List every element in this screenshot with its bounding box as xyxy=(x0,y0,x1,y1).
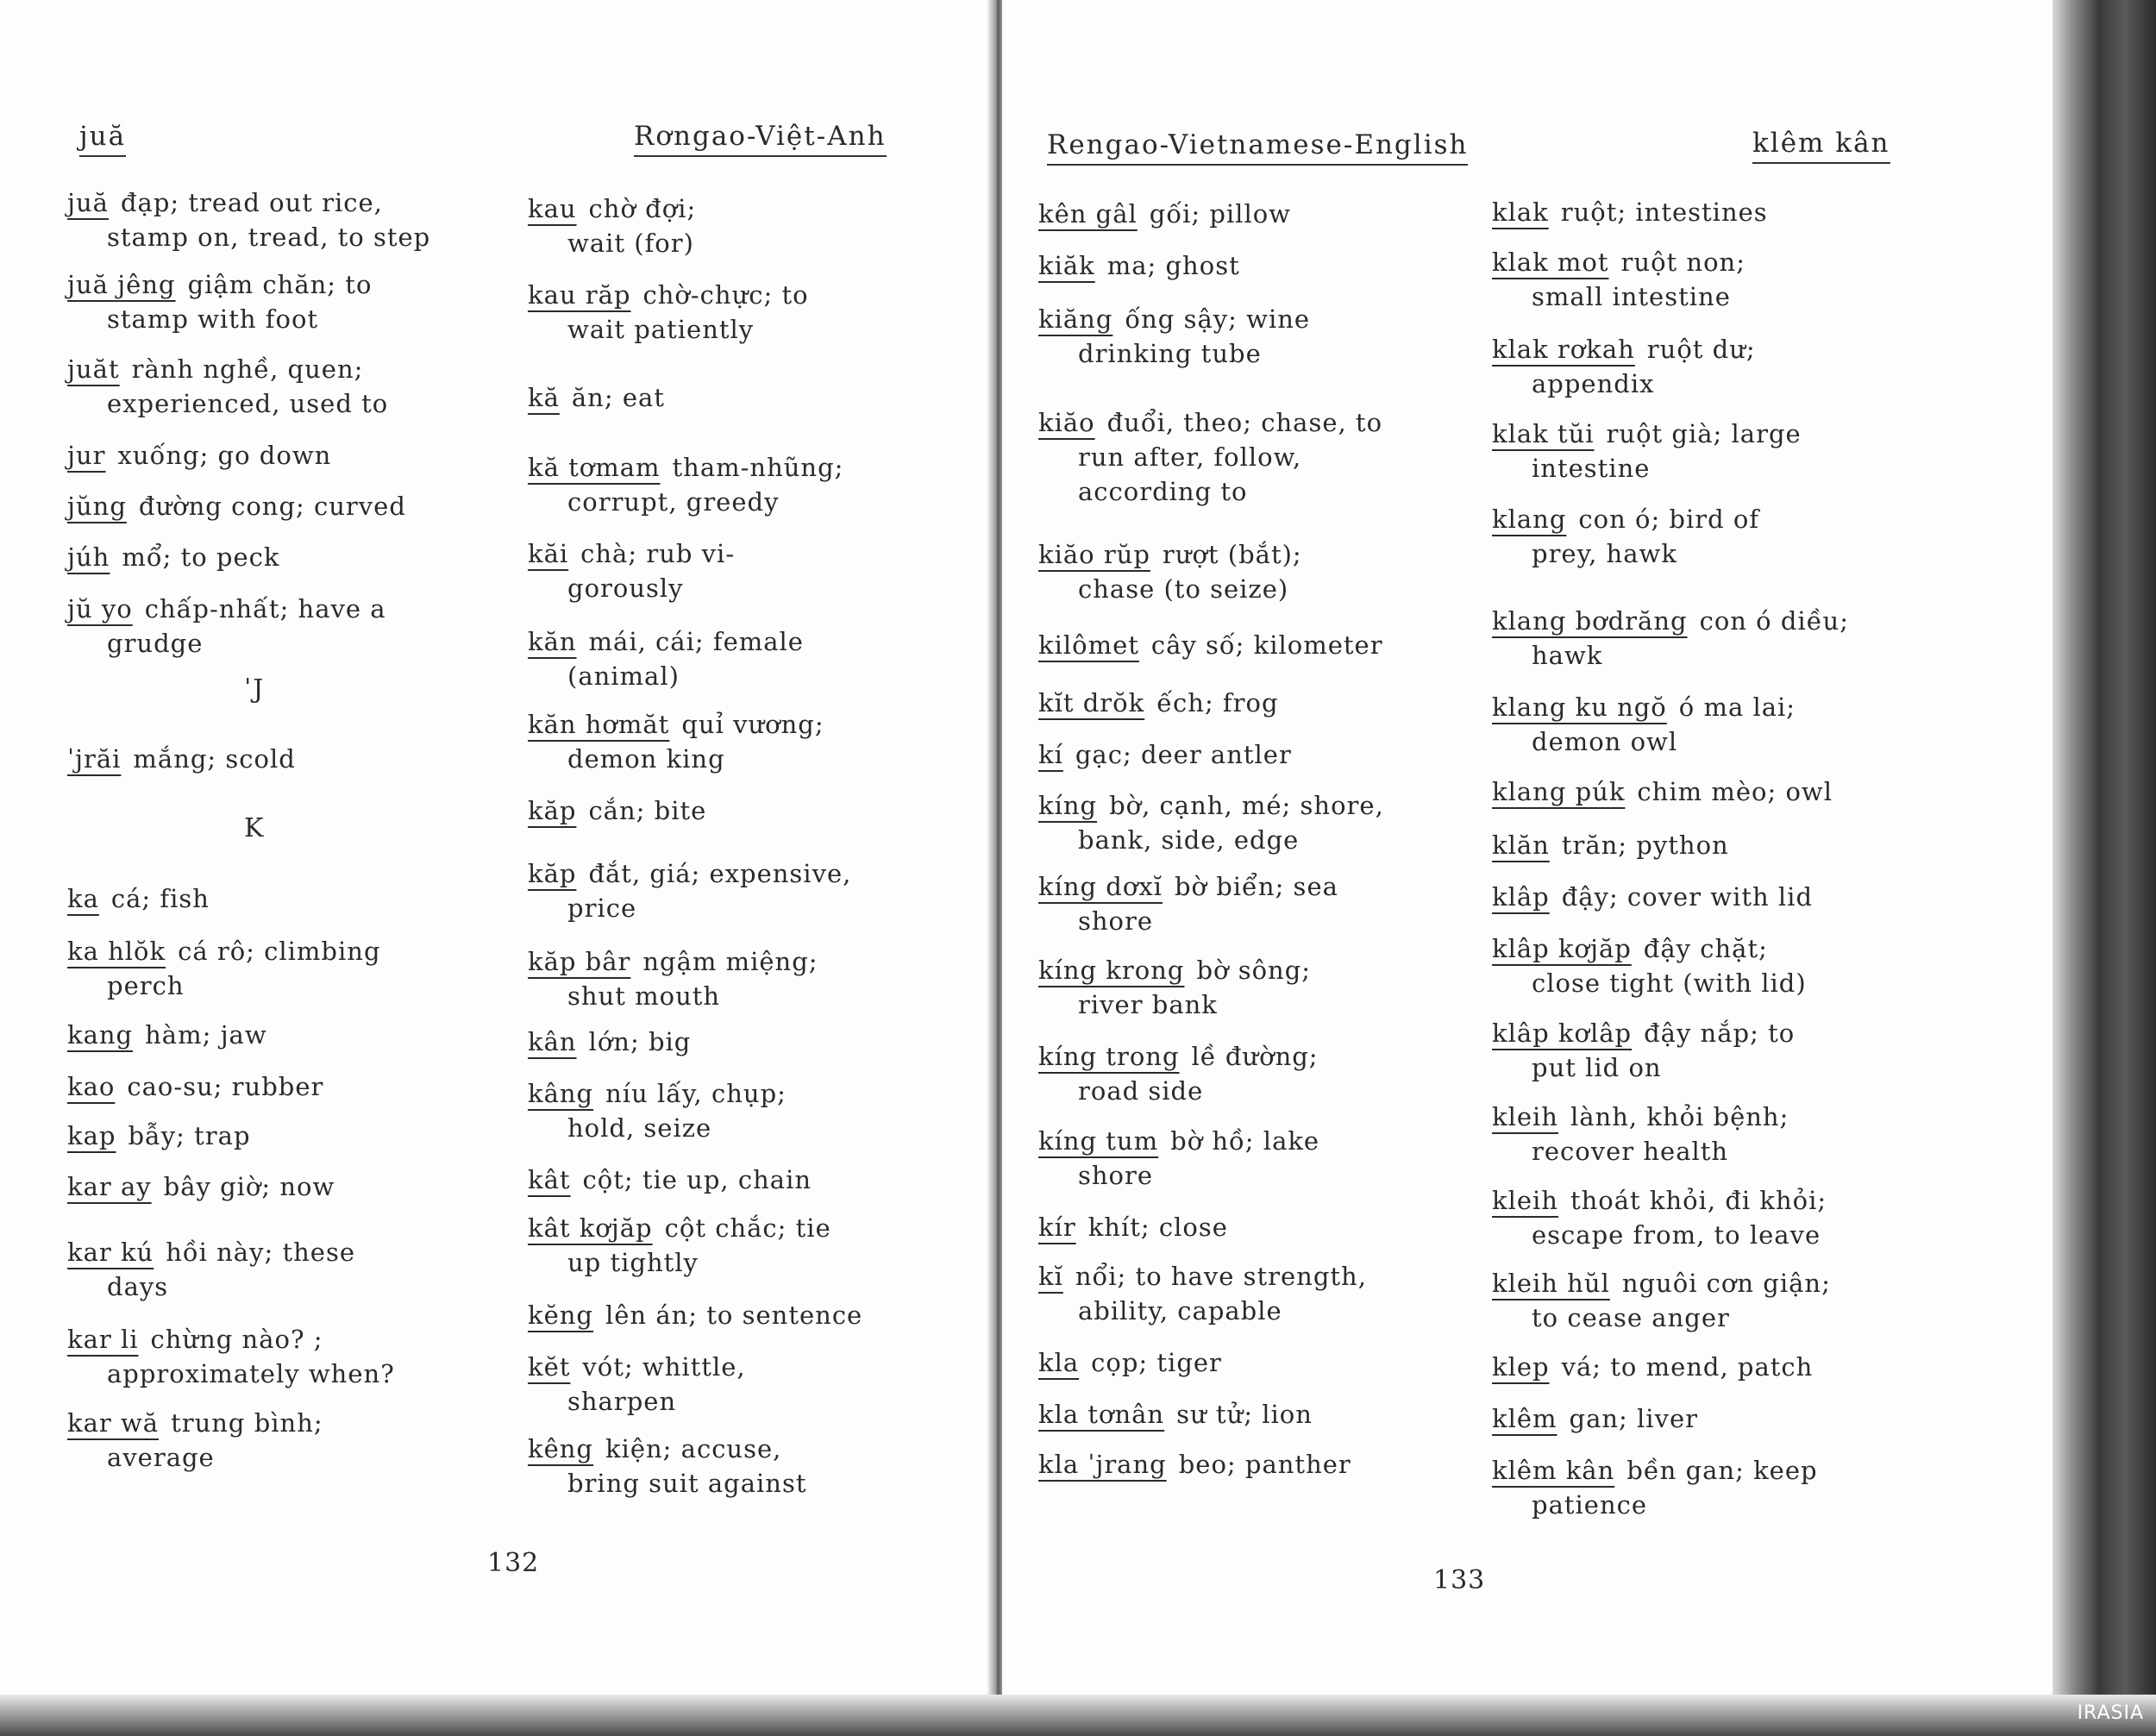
entry-definition: mổ; to peck xyxy=(122,542,280,572)
entry-headword: kăp xyxy=(528,796,577,825)
entry-definition-continued: wait (for) xyxy=(567,229,694,258)
entry-definition-continued: bring suit against xyxy=(567,1469,807,1498)
entry-definition: quỉ vương; xyxy=(681,710,824,739)
dictionary-entry xyxy=(67,1018,516,1052)
dictionary-entry xyxy=(67,489,516,523)
entry-headword: kla tơnân xyxy=(1038,1400,1165,1429)
entry-definition: vá; to mend, patch xyxy=(1561,1352,1814,1382)
dictionary-entry xyxy=(1038,628,1487,662)
entry-definition: cột; tie up, chain xyxy=(582,1165,812,1194)
entry-definition: nguôi cơn giận; xyxy=(1621,1269,1831,1298)
dictionary-entry xyxy=(1038,788,1487,857)
entry-definition-continued: according to xyxy=(1078,477,1248,506)
entry-definition: đuổi, theo; chase, to xyxy=(1106,408,1383,437)
entry-definition-continued: road side xyxy=(1078,1076,1204,1106)
section-letter-j: ˈJ xyxy=(244,674,266,705)
entry-definition: ăn; eat xyxy=(571,383,665,412)
dictionary-entry xyxy=(67,1406,516,1475)
entry-headword: kíng tum xyxy=(1038,1126,1159,1156)
entry-headword: juăt xyxy=(67,354,120,384)
dictionary-entry xyxy=(1038,197,1487,231)
dictionary-entry xyxy=(528,856,976,925)
entry-definition: gan; liver xyxy=(1569,1404,1698,1433)
dictionary-entry xyxy=(1038,248,1487,283)
dictionary-entry xyxy=(1492,417,1940,486)
entry-definition-continued: price xyxy=(567,893,637,923)
entry-headword: klang púk xyxy=(1492,777,1626,806)
entry-headword: klak xyxy=(1492,197,1549,227)
entry-definition-continued: close tight (with lid) xyxy=(1532,968,1807,998)
dictionary-entry xyxy=(1492,1183,1940,1252)
dictionary-entry xyxy=(528,1298,976,1332)
dictionary-entry xyxy=(67,1235,516,1304)
entry-definition: gạc; deer antler xyxy=(1075,740,1292,769)
entry-definition: lớn; big xyxy=(588,1027,692,1056)
entry-headword: kír xyxy=(1038,1213,1076,1242)
entry-definition: mái, cái; female xyxy=(588,627,804,656)
entry-definition: lên án; to sentence xyxy=(605,1300,863,1330)
entry-headword: klep xyxy=(1492,1352,1550,1382)
dictionary-entry xyxy=(1492,880,1940,914)
dictionary-entry xyxy=(67,1322,516,1391)
dictionary-entry xyxy=(1038,1124,1487,1193)
dictionary-entry xyxy=(1492,245,1940,314)
entry-definition-continued: drinking tube xyxy=(1078,339,1262,368)
entry-definition-continued: corrupt, greedy xyxy=(567,487,780,517)
entry-headword: kar kú xyxy=(67,1238,154,1267)
running-head-right: Rơngao-Việt-Anh xyxy=(634,119,887,157)
entry-definition: thoát khỏi, đi khỏi; xyxy=(1570,1186,1827,1215)
entry-definition-continued: up tightly xyxy=(567,1248,699,1277)
entry-definition: đậy chặt; xyxy=(1643,934,1768,963)
entry-headword: klâp kơjăp xyxy=(1492,934,1632,963)
entry-definition: con ó diều; xyxy=(1699,606,1849,636)
entry-definition: cột chắc; tie xyxy=(664,1213,831,1243)
dictionary-entry xyxy=(528,1025,976,1059)
dictionary-entry xyxy=(1038,405,1487,509)
entry-definition: ống sậy; wine xyxy=(1125,304,1311,334)
dictionary-entry xyxy=(67,1119,516,1153)
dictionary-entry xyxy=(528,707,976,776)
dictionary-entry xyxy=(67,438,516,473)
dictionary-entry xyxy=(1492,332,1940,401)
dictionary-entry xyxy=(67,185,516,254)
entry-definition: xuống; go down xyxy=(117,441,332,470)
dictionary-entry xyxy=(1038,737,1487,772)
entry-headword: kleih hŭl xyxy=(1492,1269,1610,1298)
entry-headword: kiăng xyxy=(1038,304,1113,334)
entry-headword: jur xyxy=(67,441,106,470)
entry-headword: kíng dơxĭ xyxy=(1038,872,1163,901)
entry-definition-continued: stamp with foot xyxy=(107,304,319,334)
entry-headword: juă jêng xyxy=(67,270,176,299)
entry-definition: bây giờ; now xyxy=(163,1172,335,1201)
dictionary-entry xyxy=(1492,1350,1940,1384)
dictionary-entry xyxy=(67,267,516,336)
entry-headword: kiăk xyxy=(1038,251,1095,280)
dictionary-entry xyxy=(1492,1453,1940,1522)
entry-definition: ma; ghost xyxy=(1106,251,1240,280)
entry-definition-continued: river bank xyxy=(1078,990,1218,1019)
dictionary-entry xyxy=(528,191,976,260)
entry-headword: jŭ yo xyxy=(67,594,133,624)
entry-definition-continued: appendix xyxy=(1532,369,1655,398)
entry-headword: klang ku ngŏ xyxy=(1492,693,1667,722)
entry-headword: ˈjrăi xyxy=(67,744,122,774)
entry-headword: kleih xyxy=(1492,1186,1558,1215)
dictionary-entry xyxy=(1492,195,1940,229)
entry-headword: júh xyxy=(67,542,110,572)
entry-definition: trung bình; xyxy=(171,1408,323,1438)
entry-definition-continued: demon owl xyxy=(1532,727,1678,756)
entry-definition-continued: days xyxy=(107,1272,169,1301)
dictionary-entry xyxy=(1492,1401,1940,1436)
entry-definition: ếch; frog xyxy=(1156,688,1279,718)
entry-definition-continued: shore xyxy=(1078,1161,1154,1190)
dictionary-entry xyxy=(528,1350,976,1419)
entry-headword: kăn hơmăt xyxy=(528,710,670,739)
entry-definition: cắn; bite xyxy=(588,796,707,825)
entry-definition: con ó; bird of xyxy=(1578,505,1760,534)
dictionary-entry xyxy=(528,944,976,1013)
entry-headword: kât xyxy=(528,1165,571,1194)
entry-definition-continued: experienced, used to xyxy=(107,389,389,418)
entry-headword: kâng xyxy=(528,1079,594,1108)
entry-headword: kêng xyxy=(528,1434,593,1463)
entry-definition: giậm chăn; to xyxy=(187,270,373,299)
dictionary-entry xyxy=(528,1163,976,1197)
dictionary-entry xyxy=(67,934,516,1003)
running-head-left: juă xyxy=(79,119,126,157)
entry-definition-continued: recover health xyxy=(1532,1137,1729,1166)
entry-headword: klâp kơlâp xyxy=(1492,1018,1633,1048)
entry-definition: bẫy; trap xyxy=(128,1121,251,1150)
entry-definition: bờ biển; sea xyxy=(1174,872,1338,901)
entry-definition: chờ-chực; to xyxy=(642,280,809,310)
entry-headword: jŭng xyxy=(67,492,127,521)
entry-headword: kar wă xyxy=(67,1408,160,1438)
dictionary-entry xyxy=(1038,1259,1487,1328)
entry-headword: klang bơdrăng xyxy=(1492,606,1688,636)
dictionary-entry xyxy=(67,742,516,776)
dictionary-entry xyxy=(528,793,976,828)
entry-headword: klak tŭi xyxy=(1492,419,1595,448)
entry-headword: kât kơjăp xyxy=(528,1213,653,1243)
entry-definition: bền gan; keep xyxy=(1626,1456,1818,1485)
entry-definition: beo; panther xyxy=(1178,1450,1351,1479)
entry-definition: hàm; jaw xyxy=(145,1020,267,1050)
dictionary-entry xyxy=(67,1069,516,1104)
dictionary-entry xyxy=(528,450,976,519)
entry-definition: chừng nào? ; xyxy=(150,1325,323,1354)
entry-definition-continued: escape from, to leave xyxy=(1532,1220,1821,1250)
entry-headword: kilômet xyxy=(1038,630,1139,660)
entry-definition: đậy; cover with lid xyxy=(1561,882,1814,912)
entry-headword: kĭt drŏk xyxy=(1038,688,1145,718)
entry-headword: kíng xyxy=(1038,791,1098,820)
entry-headword: kă tơmam xyxy=(528,453,661,482)
dictionary-entry xyxy=(528,278,976,347)
entry-headword: kiăo rŭp xyxy=(1038,540,1150,569)
entry-definition: rượt (bắt); xyxy=(1162,540,1302,569)
entry-definition-continued: small intestine xyxy=(1532,282,1731,311)
entry-definition: đạp; tread out rice, xyxy=(120,188,383,217)
entry-definition: ruột dư; xyxy=(1646,335,1756,364)
entry-headword: klang xyxy=(1492,505,1567,534)
entry-definition-continued: bank, side, edge xyxy=(1078,825,1300,855)
entry-definition: rành nghề, quen; xyxy=(131,354,364,384)
entry-definition-continued: chase (to seize) xyxy=(1078,574,1289,604)
entry-definition: níu lấy, chụp; xyxy=(605,1079,787,1108)
dictionary-entry xyxy=(528,1432,976,1501)
entry-headword: kí xyxy=(1038,740,1063,769)
dictionary-entry xyxy=(1038,869,1487,938)
dictionary-entry xyxy=(1038,302,1487,371)
entry-headword: kă xyxy=(528,383,560,412)
entry-definition: tham-nhũng; xyxy=(672,453,844,482)
entry-headword: kla ˈjrang xyxy=(1038,1450,1167,1479)
entry-headword: kla xyxy=(1038,1348,1080,1377)
entry-definition-continued: average xyxy=(107,1443,215,1472)
entry-definition-continued: (animal) xyxy=(567,661,680,691)
entry-definition: khít; close xyxy=(1087,1213,1228,1242)
entry-headword: kăp xyxy=(528,859,577,888)
entry-definition-continued: intestine xyxy=(1532,454,1651,483)
entry-definition: cao-su; rubber xyxy=(127,1072,324,1101)
entry-definition-continued: to cease anger xyxy=(1532,1303,1730,1332)
entry-definition: ruột non; xyxy=(1620,248,1746,277)
dictionary-entry xyxy=(1038,686,1487,720)
entry-definition: hồi này; these xyxy=(166,1238,355,1267)
entry-definition: cá; fish xyxy=(110,884,210,913)
entry-definition: ngậm miệng; xyxy=(642,947,818,976)
entry-headword: kĕng xyxy=(528,1300,593,1330)
entry-definition: chờ đợi; xyxy=(588,194,697,223)
entry-definition: đường cong; curved xyxy=(138,492,406,521)
entry-headword: kiăo xyxy=(1038,408,1095,437)
entry-headword: kar li xyxy=(67,1325,139,1354)
dictionary-entry xyxy=(1492,774,1940,809)
left-page xyxy=(0,0,992,1708)
entry-headword: ka xyxy=(67,884,99,913)
entry-headword: kar ay xyxy=(67,1172,152,1201)
entry-headword: kăn xyxy=(528,627,577,656)
entry-headword: klak mot xyxy=(1492,248,1609,277)
entry-definition-continued: run after, follow, xyxy=(1078,442,1302,472)
entry-definition: kiện; accuse, xyxy=(605,1434,782,1463)
page-number-left: 132 xyxy=(487,1548,540,1578)
entry-headword: klêm kân xyxy=(1492,1456,1615,1485)
entry-headword: kang xyxy=(67,1020,134,1050)
entry-headword: kĭ xyxy=(1038,1262,1063,1291)
dictionary-entry xyxy=(67,352,516,421)
entry-headword: kau xyxy=(528,194,577,223)
dictionary-entry xyxy=(1038,1039,1487,1108)
entry-definition: gối; pillow xyxy=(1149,199,1292,229)
running-head-right: klêm kân xyxy=(1752,126,1890,164)
dictionary-entry xyxy=(1038,537,1487,606)
entry-definition: ruột; intestines xyxy=(1560,197,1768,227)
dictionary-entry xyxy=(67,1169,516,1204)
entry-headword: kap xyxy=(67,1121,116,1150)
entry-definition: vót; whittle, xyxy=(582,1352,746,1382)
dictionary-entry xyxy=(1038,1345,1487,1380)
entry-definition-continued: grudge xyxy=(107,629,204,658)
entry-headword: juă xyxy=(67,188,109,217)
entry-definition-continued: hold, seize xyxy=(567,1113,712,1143)
entry-definition: đậy nắp; to xyxy=(1644,1018,1796,1048)
entry-definition: nổi; to have strength, xyxy=(1075,1262,1367,1291)
entry-definition-continued: prey, hawk xyxy=(1532,539,1677,568)
entry-definition: chấp-nhất; have a xyxy=(144,594,386,624)
dictionary-entry xyxy=(1492,1100,1940,1169)
dictionary-entry xyxy=(1492,1016,1940,1085)
section-letter-k: K xyxy=(244,813,266,843)
dictionary-entry xyxy=(1038,1210,1487,1244)
entry-definition-continued: ability, capable xyxy=(1078,1296,1282,1326)
dictionary-entry xyxy=(1492,828,1940,862)
dictionary-entry xyxy=(528,624,976,693)
entry-definition: lành, khỏi bệnh; xyxy=(1570,1102,1789,1131)
entry-definition: bờ sông; xyxy=(1196,956,1312,985)
dictionary-entry xyxy=(528,1076,976,1145)
scan-bottom-shadow xyxy=(0,1695,2156,1736)
entry-definition: lề đường; xyxy=(1191,1042,1319,1071)
entry-definition-continued: approximately when? xyxy=(107,1359,395,1388)
entry-definition: đắt, giá; expensive, xyxy=(588,859,852,888)
entry-definition-continued: shut mouth xyxy=(567,981,721,1011)
entry-headword: kên gâl xyxy=(1038,199,1138,229)
entry-headword: kân xyxy=(528,1027,577,1056)
dictionary-entry xyxy=(528,1211,976,1280)
dictionary-entry xyxy=(528,536,976,605)
entry-headword: kleih xyxy=(1492,1102,1558,1131)
page-number-right: 133 xyxy=(1433,1565,1486,1595)
entry-headword: klak rơkah xyxy=(1492,335,1635,364)
entry-headword: kíng krong xyxy=(1038,956,1185,985)
entry-headword: klăn xyxy=(1492,830,1550,860)
entry-definition: trăn; python xyxy=(1561,830,1729,860)
dictionary-entry xyxy=(67,881,516,916)
entry-definition: chà; rub vi- xyxy=(580,539,736,568)
entry-definition-continued: put lid on xyxy=(1532,1053,1662,1082)
entry-definition-continued: sharpen xyxy=(567,1387,677,1416)
entry-definition-continued: gorously xyxy=(567,573,684,603)
dictionary-entry xyxy=(1038,1447,1487,1482)
dictionary-entry xyxy=(1492,1266,1940,1335)
scan-edge-shadow xyxy=(2053,0,2156,1736)
running-head-left: Rengao-Vietnamese-English xyxy=(1047,128,1468,166)
entry-definition: ruột già; large xyxy=(1606,419,1802,448)
watermark: IRASIA xyxy=(2077,1702,2144,1724)
entry-headword: kĕt xyxy=(528,1352,571,1382)
entry-headword: kăi xyxy=(528,539,569,568)
entry-definition-continued: patience xyxy=(1532,1490,1648,1520)
dictionary-entry xyxy=(1038,1397,1487,1432)
dictionary-entry xyxy=(1492,502,1940,571)
dictionary-entry xyxy=(1492,690,1940,759)
entry-definition: bờ hồ; lake xyxy=(1170,1126,1320,1156)
dictionary-entry xyxy=(67,592,516,661)
entry-headword: klâp xyxy=(1492,882,1550,912)
entry-definition-continued: shore xyxy=(1078,906,1154,936)
entry-definition-continued: stamp on, tread, to step xyxy=(107,222,431,252)
dictionary-entry xyxy=(1038,953,1487,1022)
entry-definition: bờ, cạnh, mé; shore, xyxy=(1109,791,1384,820)
dictionary-entry xyxy=(1492,604,1940,673)
entry-headword: kao xyxy=(67,1072,116,1101)
entry-definition: ó ma lai; xyxy=(1678,693,1796,722)
entry-headword: kăp bâr xyxy=(528,947,631,976)
entry-definition-continued: demon king xyxy=(567,744,725,774)
right-page xyxy=(1002,0,2063,1708)
dictionary-entry xyxy=(1492,931,1940,1000)
entry-headword: klêm xyxy=(1492,1404,1557,1433)
entry-definition-continued: hawk xyxy=(1532,641,1603,670)
entry-definition-continued: wait patiently xyxy=(567,315,755,344)
entry-definition: sư tử; lion xyxy=(1176,1400,1313,1429)
entry-headword: kau răp xyxy=(528,280,631,310)
entry-headword: ka hlŏk xyxy=(67,937,166,966)
entry-definition: cá rô; climbing xyxy=(178,937,381,966)
entry-definition: chim mèo; owl xyxy=(1637,777,1833,806)
entry-definition: cọp; tiger xyxy=(1091,1348,1222,1377)
entry-definition: cây số; kilometer xyxy=(1150,630,1383,660)
entry-definition: mắng; scold xyxy=(133,744,296,774)
dictionary-entry xyxy=(67,540,516,574)
entry-headword: kíng trong xyxy=(1038,1042,1180,1071)
entry-definition-continued: perch xyxy=(107,971,185,1000)
dictionary-entry xyxy=(528,380,976,415)
